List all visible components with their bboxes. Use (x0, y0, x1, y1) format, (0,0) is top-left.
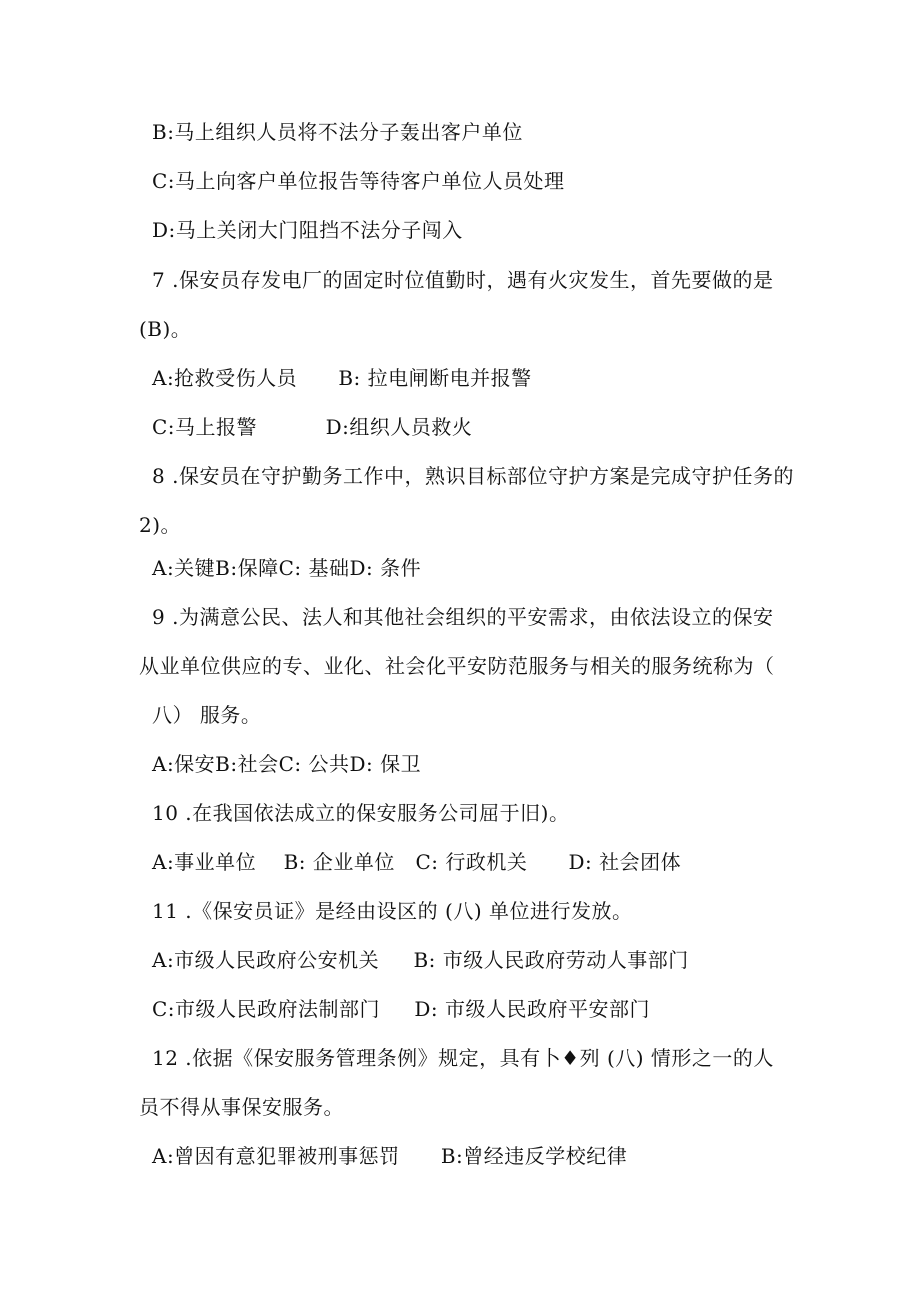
option-d-text: D:马上关闭大门阻挡不法分子闯入 (152, 218, 463, 242)
question-9-line-1: 9 .为满意公民、法人和其他社会组织的平安需求，由依法设立的保安 (152, 605, 774, 629)
question-9-line-2: 从业单位供应的专、业化、社会化平安防范服务与相关的服务统称为（ (139, 654, 775, 678)
option-c-text: C:马上向客户单位报告等待客户单位人员处理 (152, 169, 565, 193)
question-11-options-c-d: C:市级人民政府法制部门 D: 市级人民政府平安部门 (152, 997, 650, 1021)
question-11-options-a-b: A:市级人民政府公安机关 B: 市级人民政府劳动人事部门 (152, 948, 689, 972)
question-12-line-1: 12 .依据《保安服务管理条例》规定，具有卜♦列 (八) 情形之一的人 (152, 1046, 774, 1070)
question-8-line-2: 2)。 (139, 513, 182, 537)
option-b-text: B:马上组织人员将不法分子轰出客户单位 (152, 120, 523, 144)
question-9-line-3: 八） 服务。 (152, 703, 262, 727)
question-7-line-1: 7 .保安员存发电厂的固定时位值勤时，遇有火灾发生，首先要做的是 (152, 268, 774, 292)
question-8-options: A:关键B:保障C: 基础D: 条件 (152, 556, 422, 580)
question-10-options: A:事业单位 B: 企业单位 C: 行政机关 D: 社会团体 (152, 850, 682, 874)
question-12-line-2: 员不得从事保安服务。 (139, 1095, 344, 1119)
question-11-line: 11 .《保安员证》是经由设区的 (八) 单位进行发放。 (152, 899, 633, 923)
question-8-line-1: 8 .保安员在守护勤务工作中，熟识目标部位守护方案是完成守护任务的 (152, 464, 794, 488)
question-7-options-a-b: A:抢救受伤人员 B: 拉电闸断电并报警 (152, 366, 532, 390)
question-10-line: 10 .在我国依法成立的保安服务公司屈于旧)。 (152, 801, 570, 825)
question-12-options-a-b: A:曾因有意犯罪被刑事惩罚 B:曾经违反学校纪律 (152, 1144, 628, 1168)
question-7-line-2: (B)。 (139, 317, 192, 341)
question-7-options-c-d: C:马上报警 D:组织人员救火 (152, 415, 473, 439)
question-9-options: A:保安B:社会C: 公共D: 保卫 (152, 752, 422, 776)
